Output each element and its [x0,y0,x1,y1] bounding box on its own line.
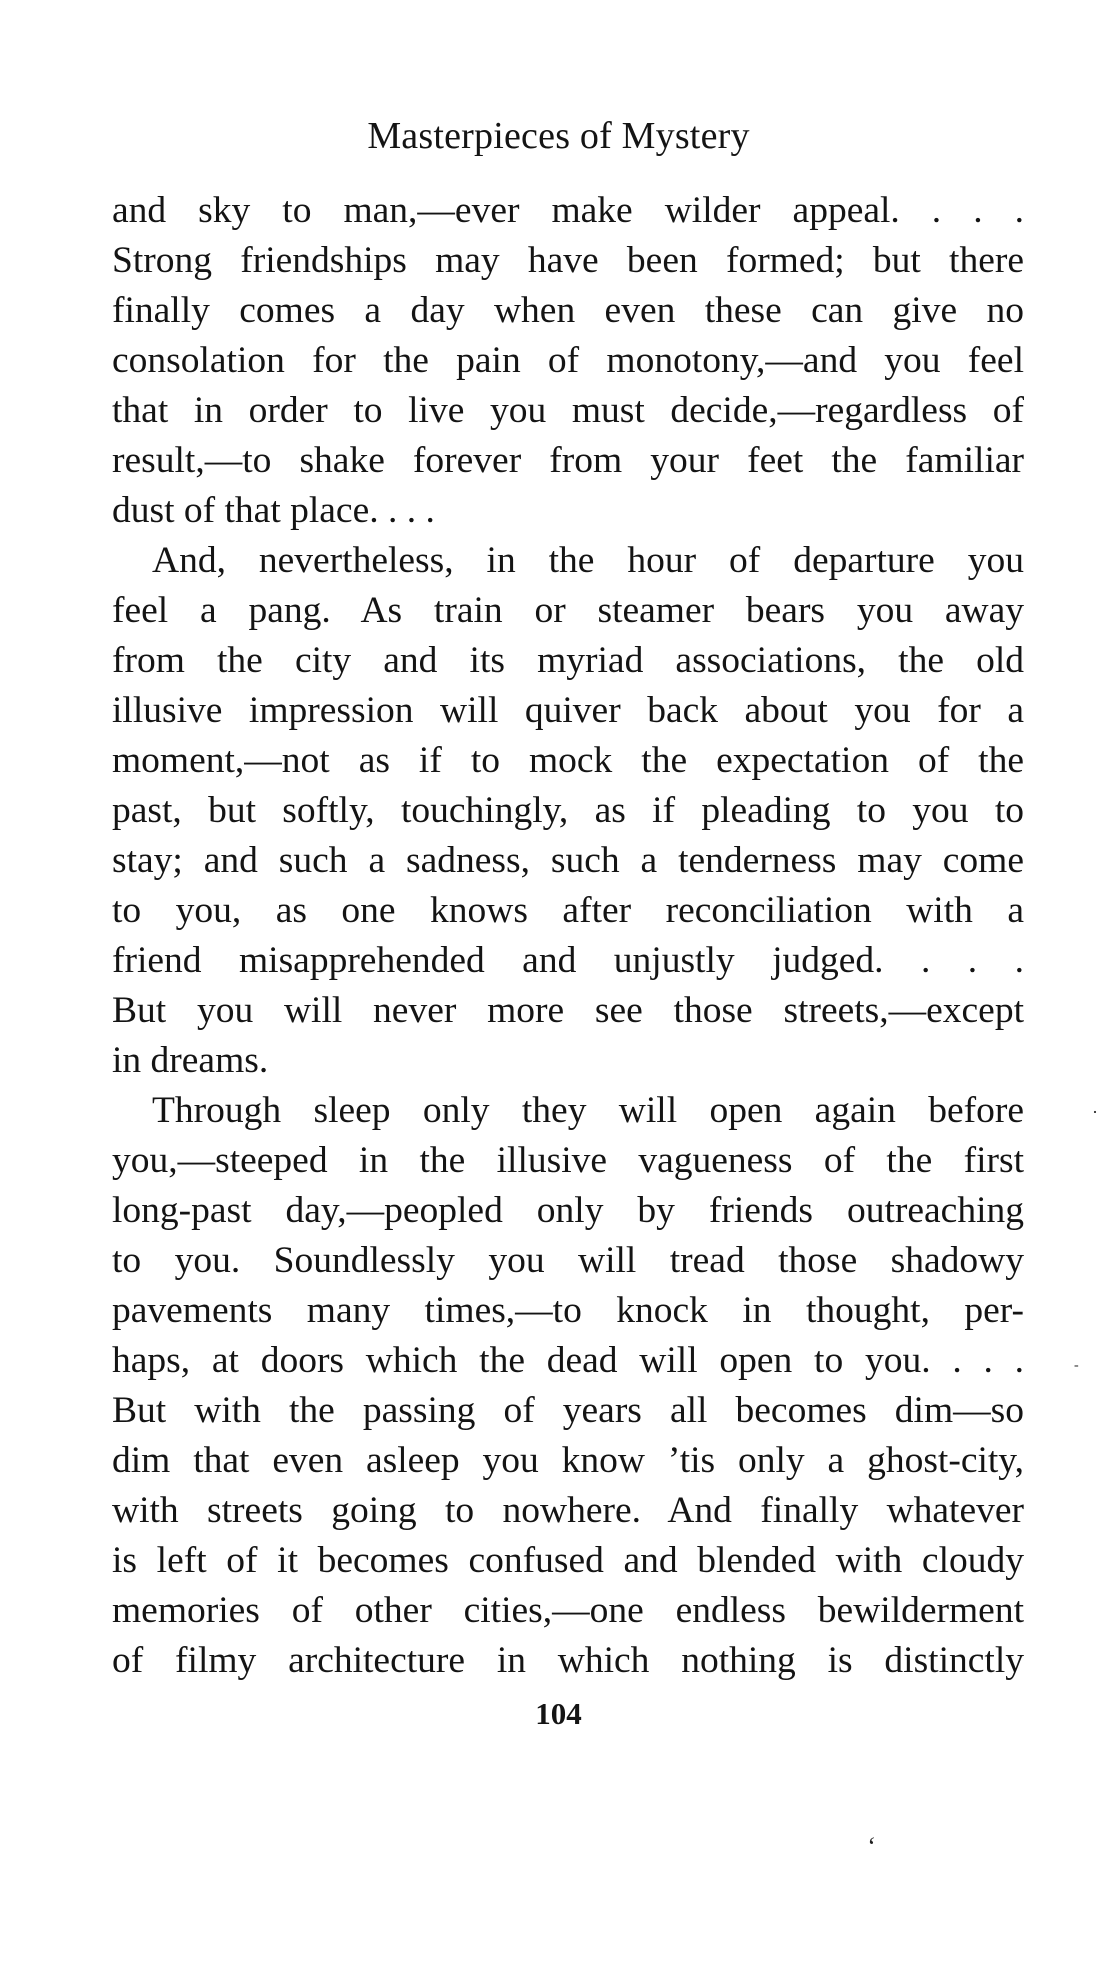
text-line: you,—steeped in the illusive vagueness of the first [112,1140,1024,1181]
text-line: past, but softly, touchingly, as if pleading to you to [112,790,1024,831]
page-number: 104 [535,1696,582,1731]
text-line: of filmy architecture in which nothing is distinctly [112,1640,1024,1681]
body-text [112,186,1024,1686]
text-line: long-past day,—peopled only by friends outreaching [112,1190,1024,1231]
running-head: Masterpieces of Mystery [367,115,750,157]
text-line: consolation for the pain of monotony,—and you feel [112,340,1024,381]
text-line: But you will never more see those streets,—except [112,990,1024,1031]
text-line: that in order to live you must decide,—regardless of [112,390,1024,431]
text-line: to you. Soundlessly you will tread those shadowy [112,1240,1024,1281]
text-line: illusive impression will quiver back about you for a [112,690,1024,731]
stray-dash-mark: - [1074,1358,1079,1373]
text-line: finally comes a day when even these can give no [112,290,1024,331]
text-line: pavements many times,—to knock in thought, per- [112,1290,1024,1331]
text-line: to you, as one knows after reconciliation with a [112,890,1024,931]
text-line: dim that even asleep you know ’tis only a ghost-city, [112,1440,1024,1481]
text-line: haps, at doors which the dead will open to you. . . . [112,1340,1024,1381]
text-line: is left of it becomes confused and blended with cloudy [112,1540,1024,1581]
text-line: stay; and such a sadness, such a tenderness may come [112,840,1024,881]
text-line: result,—to shake forever from your feet the familiar [112,440,1024,481]
text-line: Through sleep only they will open again before [152,1090,1024,1131]
text-line: from the city and its myriad associations, the old [112,640,1024,681]
text-line: in dreams. [112,1040,269,1081]
text-line: moment,—not as if to mock the expectation of the [112,740,1024,781]
stray-dot-mark: · [1092,1102,1098,1122]
text-line: But with the passing of years all becomes dim—so [112,1390,1024,1431]
text-line: And, nevertheless, in the hour of departure you [152,540,1024,581]
text-line: with streets going to nowhere. And finally whatever [112,1490,1024,1531]
text-line: memories of other cities,—one endless bewilderment [112,1590,1024,1631]
text-line: and sky to man,—ever make wilder appeal. . . . [112,190,1024,231]
stray-tick-mark: ‘ [866,1832,875,1861]
text-line: friend misapprehended and unjustly judged. . . . [112,940,1024,981]
text-line: feel a pang. As train or steamer bears you away [112,590,1024,631]
text-line: dust of that place. . . . [112,490,435,531]
text-line: Strong friendships may have been formed; but there [112,240,1024,281]
